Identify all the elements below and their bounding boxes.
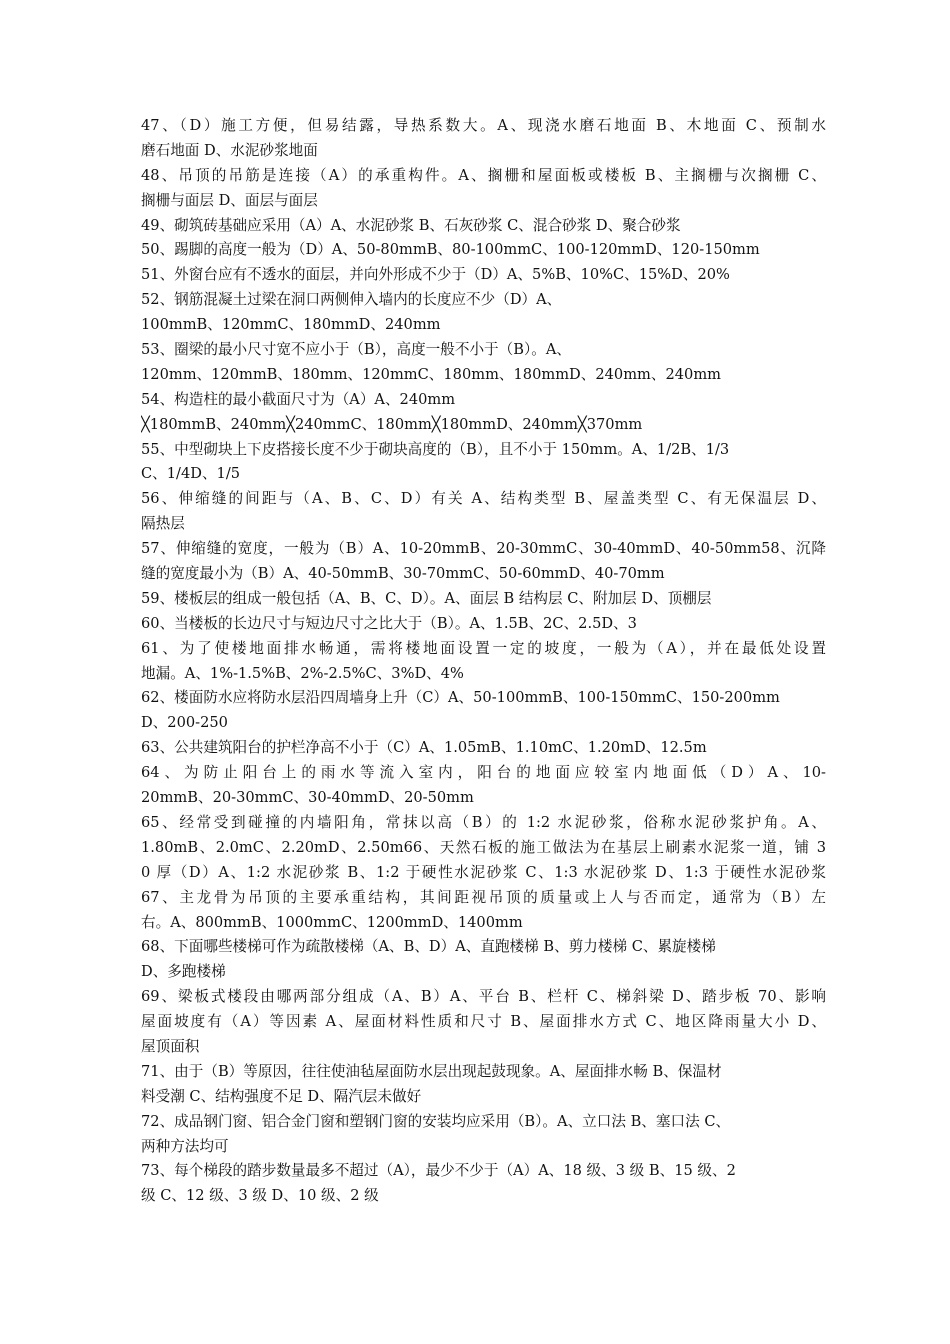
text-line-34: 68、下面哪些楼梯可作为疏散楼梯（A、B、D）A、直跑楼梯 B、剪力楼梯 C、累旋楼梯 xyxy=(141,938,716,956)
text-line-10: 53、圈梁的最小尺寸宽不应小于（B），高度一般不小于（B）。A、 xyxy=(141,341,571,359)
text-line-19: 缝的宽度最小为（B）A、40-50mmB、30-70mmC、50-60mmD、40-70mm xyxy=(141,565,665,583)
text-line-22: 61、为了使楼地面排水畅通，需将楼地面设置一定的坡度，一般为（A），并在最低处设置 xyxy=(141,639,826,657)
text-line-23: 地漏。A、1%-1.5%B、2%-2.5%C、3%D、4% xyxy=(141,664,464,682)
text-line-16: 56、伸缩缝的间距与（A、B、C、D）有关 A、结构类型 B、屋盖类型 C、有无保温层 D、 xyxy=(141,490,826,508)
text-line-27: 64、为防止阳台上的雨水等流入室内，阳台的地面应较室内地面低（D）A、10- xyxy=(141,764,826,782)
text-line-7: 51、外窗台应有不透水的面层，并向外形成不少于（D）A、5%B、10%C、15%D、20% xyxy=(141,266,730,284)
text-line-30: 1.80mB、2.0mC、2.20mD、2.50m66、天然石板的施工做法为在基层上刷素水泥浆一道，铺 3 xyxy=(141,838,826,856)
question-list xyxy=(141,114,826,1209)
text-line-9: 100mmB、120mmC、180mmD、240mm xyxy=(141,316,441,334)
text-line-20: 59、楼板层的组成一般包括（A、B、C、D）。A、面层 B 结构层 C、附加层 D、顶棚层 xyxy=(141,589,712,607)
text-line-13: ╳180mmB、240mm╳240mmC、180mm╳180mmD、240mm╳370mm xyxy=(141,415,643,433)
text-line-29: 65、经常受到碰撞的内墙阳角，常抹以高（B）的 1:2 水泥砂浆，俗称水泥砂浆护角。A、 xyxy=(141,813,826,831)
text-line-37: 屋面坡度有（A）等因素 A、屋面材料性质和尺寸 B、屋面排水方式 C、地区降雨量大小 D、 xyxy=(141,1013,826,1031)
text-line-6: 50、踢脚的高度一般为（D）A、50-80mmB、80-100mmC、100-120mmD、120-150mm xyxy=(141,241,760,259)
text-line-1: 47、（D）施工方便，但易结露，导热系数大。A、现浇水磨石地面 B、木地面 C、预制水 xyxy=(141,117,826,134)
text-line-25: D、200-250 xyxy=(141,714,228,732)
text-line-41: 72、成品钢门窗、铝合金门窗和塑钢门窗的安装均应采用（B）。A、立口法 B、塞口法 C、 xyxy=(141,1112,731,1130)
text-line-32: 67、主龙骨为吊顶的主要承重结构，其间距视吊顶的质量或上人与否而定，通常为（B）左 xyxy=(141,888,826,906)
text-line-28: 20mmB、20-30mmC、30-40mmD、20-50mm xyxy=(141,789,474,807)
text-line-39: 71、由于（B）等原因，往往使油毡屋面防水层出现起鼓现象。A、屋面排水畅 B、保温材 xyxy=(141,1062,722,1080)
text-line-2: 磨石地面 D、水泥砂浆地面 xyxy=(141,141,318,159)
text-line-26: 63、公共建筑阳台的护栏净高不小于（C）A、1.05mB、1.10mC、1.20mD、12.5m xyxy=(141,739,707,757)
text-line-3: 48、吊顶的吊筋是连接（A）的承重构件。A、搁栅和屋面板或楼板 B、主搁栅与次搁栅 C、 xyxy=(141,166,826,184)
text-line-36: 69、梁板式楼段由哪两部分组成（A、B）A、平台 B、栏杆 C、梯斜梁 D、踏步板 70、影响 xyxy=(141,988,826,1006)
text-line-42: 两种方法均可 xyxy=(141,1137,229,1155)
text-line-43: 73、每个梯段的踏步数量最多不超过（A），最少不少于（A）A、18 级、3 级 B、15 级、2 xyxy=(141,1162,736,1180)
text-line-35: D、多跑楼梯 xyxy=(141,963,226,981)
text-line-40: 料受潮 C、结构强度不足 D、隔汽层未做好 xyxy=(141,1087,422,1105)
text-line-21: 60、当楼板的长边尺寸与短边尺寸之比大于（B）。A、1.5B、2C、2.5D、3 xyxy=(141,614,637,632)
text-line-24: 62、楼面防水应将防水层沿四周墙身上升（C）A、50-100mmB、100-150mmC、150-200mm xyxy=(141,689,780,707)
text-line-31: 0 厚（D）A、1:2 水泥砂浆 B、1:2 于硬性水泥砂浆 C、1:3 水泥砂浆 D、1:3 于硬性水泥砂浆 xyxy=(141,863,826,881)
text-line-44: 级 C、12 级、3 级 D、10 级、2 级 xyxy=(141,1187,379,1205)
text-line-8: 52、钢筋混凝土过梁在洞口两侧伸入墙内的长度应不少（D）A、 xyxy=(141,291,562,309)
text-line-14: 55、中型砌块上下皮搭接长度不少于砌块高度的（B），且不小于 150mm。A、1/2B、1/3 xyxy=(141,440,730,458)
text-line-18: 57、伸缩缝的宽度，一般为（B）A、10-20mmB、20-30mmC、30-40mmD、40-50mm58、沉降 xyxy=(141,540,826,558)
text-line-33: 右。A、800mmB、1000mmC、1200mmD、1400mm xyxy=(141,913,523,931)
text-line-15: C、1/4D、1/5 xyxy=(141,465,241,483)
text-line-17: 隔热层 xyxy=(141,515,185,533)
text-line-38: 屋顶面积 xyxy=(141,1037,200,1055)
text-line-11: 120mm、120mmB、180mm、120mmC、180mm、180mmD、240mm、240mm xyxy=(141,365,722,383)
text-line-12: 54、构造柱的最小截面尺寸为（A）A、240mm xyxy=(141,390,456,408)
text-line-4: 搁栅与面层 D、面层与面层 xyxy=(141,191,318,209)
text-line-5: 49、砌筑砖基础应采用（A）A、水泥砂浆 B、石灰砂浆 C、混合砂浆 D、聚合砂浆 xyxy=(141,216,681,234)
